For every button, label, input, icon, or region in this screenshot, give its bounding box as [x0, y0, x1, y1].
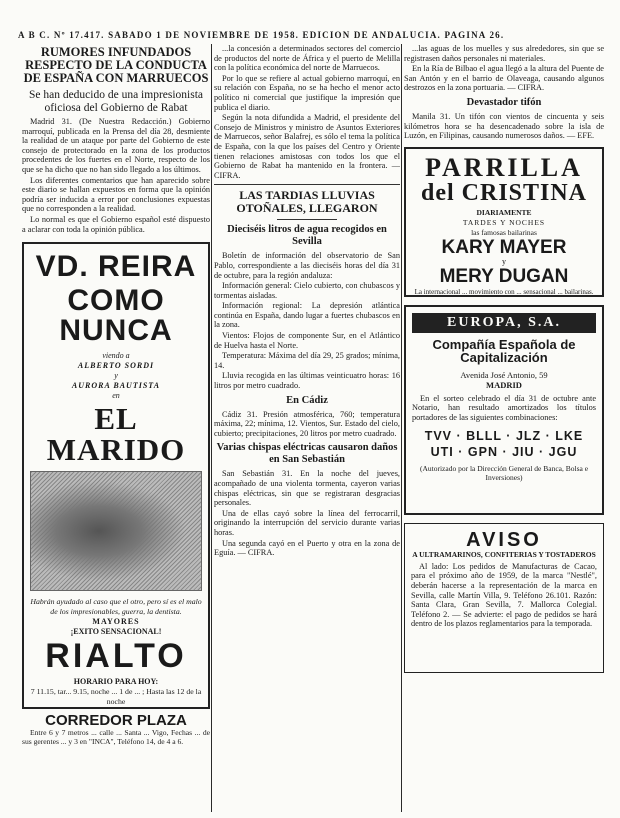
article-paragraph: Cádiz 31. Presión atmosférica, 760; temperatura máxima, 22; mínima, 12. Vientos, Sur. Estado del cielo, cubierto; precipitaciones, 20 litros por metro cuadrado. [214, 409, 400, 438]
ad-text: En el sorteo celebrado el día 31 de octubre ante Notario, han resultado amortizados los títulos portadores de las siguientes combinaciones: [412, 393, 596, 422]
ad-headline: PARRILLA [425, 152, 583, 182]
article-paragraph: Una segunda cayó en el Puerto y otra en la zona de Eguía. — CIFRA. [214, 538, 400, 558]
article-paragraph: San Sebastián 31. En la noche del jueves, acompañado de una violenta tormenta, cayeron varias chispas eléctricas, sin que se registraran desgracias personales. [214, 469, 400, 508]
film-title: EL MARIDO [46, 401, 186, 468]
ad-text: MAYORES [92, 617, 140, 627]
column-3 [404, 44, 604, 673]
article-paragraph: En la Ría de Bilbao el agua llegó a la altura del Puente de San Antón y en el barrio de Olaveaga, causando algunos destrozos en la zona portuaria. — CIFRA. [404, 64, 604, 93]
europa-advertisement [404, 305, 604, 515]
section-heading: En Cádiz [286, 394, 328, 406]
draw-codes: UTI · GPN · JIU · JGU [430, 444, 578, 459]
page-header: A B C. Nº 17.417. SABADO 1 DE NOVIEMBRE DE 1958. EDICION DE ANDALUCIA. PAGINA 26. [18, 30, 505, 40]
article-paragraph: Vientos: Flojos de componente Sur, en el Atlántico de Huelva hasta el Norte. [214, 331, 400, 350]
performer-name: KARY MAYER [441, 236, 567, 258]
column-rule [401, 44, 402, 812]
column-2 [214, 44, 400, 559]
column-rule [211, 44, 212, 812]
ad-text: (Autorizado por la Dirección General de Banca, Bolsa e Inversiones) [419, 463, 589, 482]
ad-headline: del CRISTINA [420, 179, 588, 206]
parrilla-advertisement [404, 147, 604, 297]
column-1 [22, 44, 210, 747]
article-paragraph: Los diferentes comentarios que han aparecido sobre este diario se hallan expuestos en forma que la opinión podría ser inducida a error por conclusiones expuestas que no corresponden a la realidad. [22, 175, 210, 214]
article-paragraph: Lluvia recogida en las últimas veinticuatro horas: 16 litros por metro cuadrado. [214, 371, 400, 391]
ad-text: y [114, 371, 118, 381]
ad-caption: Habrán ayudado al caso que el otro, pero sí es el malo de los impresionables, guerra, la dentista. [30, 597, 202, 616]
ad-text: Avenida José Antonio, 59 [460, 369, 548, 380]
ad-subhead: A ULTRAMARINOS, CONFITERIAS Y TOSTADEROS [412, 549, 596, 559]
article-paragraph: Por lo que se refiere al actual gobierno marroquí, en su relación con España, no se ha hecho el menor acto político ni comercial que justifique la impresión que publica el diario. [214, 73, 400, 112]
article-paragraph: Temperatura: Máxima del día 29, 25 grados; mínima, 14. [214, 351, 400, 370]
ad-headline: Compañía Española de Capitalización [432, 336, 576, 365]
divider [214, 184, 400, 185]
theater-name: RIALTO [45, 637, 187, 676]
ad-text: DIARIAMENTE [476, 207, 532, 217]
actor-name: AURORA BAUTISTA [71, 381, 161, 391]
article-subhead: Dieciséis litros de agua recogidos en Sevilla [227, 224, 387, 248]
ad-text: 7 11.15, tar... 9.15, noche ... 1 de ... ; Hasta las 12 de la noche [30, 687, 202, 707]
film-illustration [30, 471, 202, 591]
draw-codes: TVV · BLLL · JLZ · LKE [424, 428, 584, 443]
article-paragraph: ...las aguas de los muelles y sus alrededores, sin que se registrasen daños personales ni materiales. [404, 44, 604, 63]
ad-text: Al lado: Los pedidos de Manufacturas de Cacao, para el próximo año de 1959, de la marca "Nestlé", deberán hacerse a la representación de la marca en Sevilla, calle Martín Villa, 9. Teléfono 26.101. Razón: Santa Clara, Gran Sevilla, 7. Mallorca Colegial. Teléfono 2. — Se advierte: el pago de pedidos se hará dentro de los plazos reglamentarios para la temporada. [411, 561, 597, 629]
section-heading: Devastador tifón [466, 96, 542, 108]
ad-text: MADRID [486, 379, 522, 390]
article-headline: LAS TARDIAS LLUVIAS OTOÑALES, LLEGARON [236, 188, 378, 216]
ad-text: y [502, 256, 506, 266]
ad-headline: COMO NUNCA [59, 284, 173, 348]
article-paragraph: Información general: Cielo cubierto, con chubascos y tormentas aisladas. [214, 281, 400, 300]
ad-banner: EUROPA, S.A. [412, 313, 596, 333]
ad-text: las famosas bailarinas [471, 227, 537, 237]
ad-text: en [112, 391, 120, 401]
article-paragraph: Manila 31. Un tifón con vientos de cincuenta y seis kilómetros hora se ha desencadenado sobre la isla de Luzón, en Filipinas, causando numerosos daños. — EFE. [404, 111, 604, 141]
article-headline: RUMORES INFUNDADOS RESPECTO DE LA CONDUCTA DE ESPAÑA CON MARRUECOS [23, 45, 209, 85]
ad-text: ¡EXITO SENSACIONAL! [70, 627, 162, 637]
article-paragraph: Boletín de información del observatorio de San Pablo, correspondiente a las dieciséis horas del día 31 de octubre, para la región andaluza: [214, 251, 400, 280]
ad-text: TARDES Y NOCHES [462, 217, 546, 227]
aviso-advertisement [404, 523, 604, 673]
ad-text: La internacional ... movimiento con ... sensacional ... bailarinas. [414, 287, 594, 296]
article-paragraph: ...la concesión a determinados sectores del comercio de productos del norte de África y el puerto de Melilla con la política económica del norte de Marruecos. [214, 44, 400, 73]
ad-headline: VD. REIRA [35, 250, 197, 284]
article-paragraph: Madrid 31. (De Nuestra Redacción.) Gobierno marroquí, publicada en la Prensa del día 28, desmiente la realidad de un ataque por parte del Gobierno de este consejo de protectorado en la zona de los productos procedentes de los fuertes en el Norte, respecto de los que se ha dicho que no han sido llegado a los últimos. [22, 117, 210, 174]
ad-text: viendo a [102, 351, 130, 361]
cinema-advertisement [22, 242, 210, 709]
article-paragraph: Información regional: La depresión atlántica continúa en España, dando lugar a fuertes chubascos en la zona. [214, 301, 400, 330]
article-paragraph: Una de ellas cayó sobre la línea del ferrocarril, originando la interrupción del servicio durante varias horas. [214, 508, 400, 537]
ad-headline: AVISO [466, 528, 542, 551]
article-subhead: Se han deducido de una impresionista oficiosa del Gobierno de Rabat [28, 89, 204, 114]
corredor-heading: CORREDOR PLAZA [45, 712, 187, 730]
actor-name: ALBERTO SORDI [77, 361, 155, 371]
ad-text: Entre 6 y 7 metros ... calle ... Santa ... Vigo, Fechas ... de sus gerentes ... y 3 en "INCA", Teléfono 14, de 4 a 6. [22, 728, 210, 747]
article-paragraph: Lo normal es que el Gobierno español esté dispuesto a aclarar con toda la opinión pública. [22, 214, 210, 234]
ad-text: HORARIO PARA HOY: [73, 677, 159, 687]
article-paragraph: Según la nota difundida a Madrid, el presidente del Consejo de Ministros y ministro de Asuntos Exteriores de Marruecos, señor Balafrej, es sólo el tema la política de España, con la que los países del Centro y Oriente tienen relaciones amistosas con todos los que el Gobierno de Rabat ha mantenido en la frontera. — CIFRA. [214, 113, 400, 180]
section-heading: Varias chispas eléctricas causaron daños en San Sebastián [216, 442, 398, 466]
divider [277, 219, 337, 220]
performer-name: MERY DUGAN [439, 265, 569, 287]
